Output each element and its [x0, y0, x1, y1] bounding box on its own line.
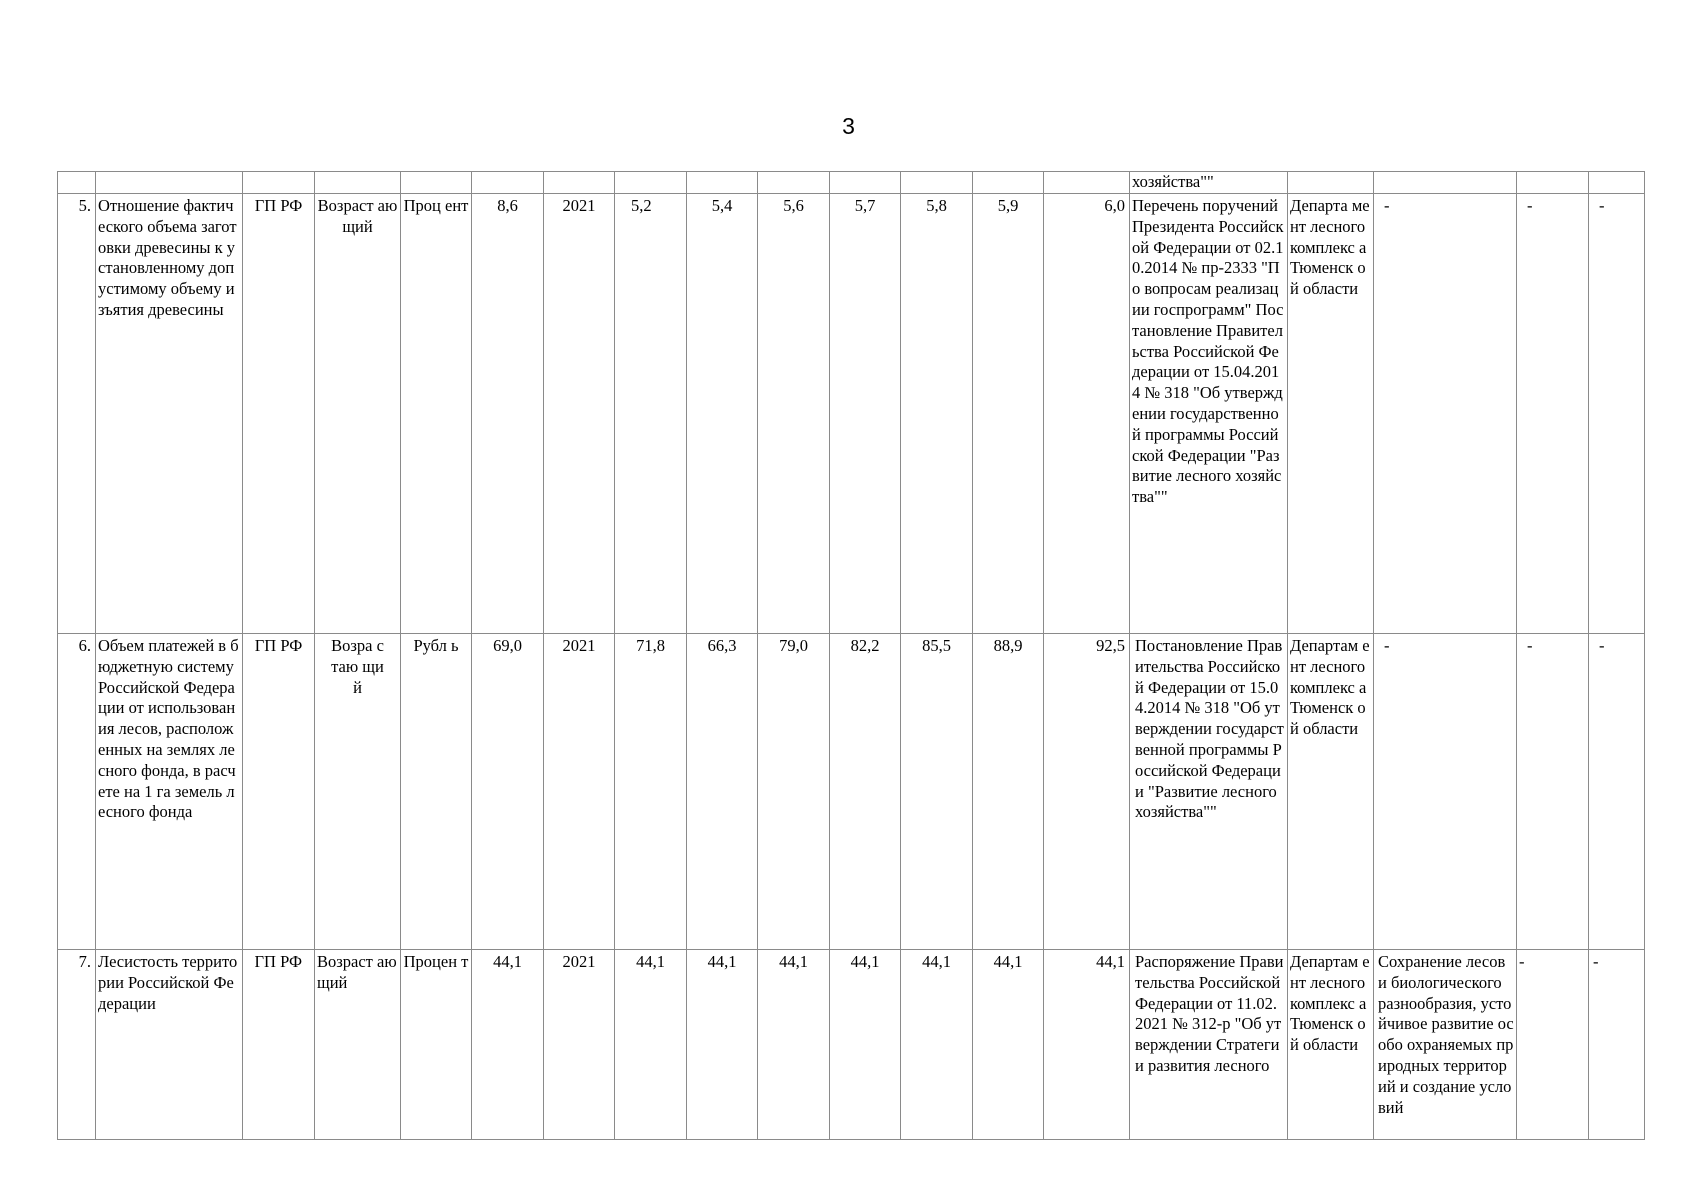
value-cell: 44,1: [687, 950, 758, 1140]
goal-cell: -: [1374, 634, 1517, 950]
value-cell: 92,5: [1044, 634, 1130, 950]
goal-cell: -: [1374, 194, 1517, 634]
base-year-cell: 2021: [544, 634, 615, 950]
base-year-cell: 2021: [544, 194, 615, 634]
goal-cell: Сохранение лесов и биологического разнообразия, устойчивое развитие особо охраняемых природных территорий и создание условий: [1374, 950, 1517, 1140]
unit-cell: Проц ент: [401, 194, 472, 634]
table-row: [58, 194, 1645, 634]
responsible-cell: Департа мент лесного комплекс а Тюменск ой области: [1288, 194, 1374, 634]
basis-cell: Перечень поручений Президента Российской Федерации от 02.10.2014 № пр-2333 "По вопросам реализации госпрограмм" Постановление Правительства Российской Федерации от 15.04.2014 № 318 "Об утверждении государственной программы Российской Федерации "Развитие лесного хозяйства"": [1130, 194, 1288, 634]
basis-cell: Распоряжение Правительства Российской Федерации от 11.02.2021 № 312-р "Об утверждении Стратегии развития лесного: [1130, 950, 1288, 1140]
base-year-cell: 2021: [544, 950, 615, 1140]
extra-cell: -: [1589, 634, 1645, 950]
trend-cell: Возра стаю щий: [315, 634, 401, 950]
extra-cell: -: [1517, 950, 1589, 1140]
trend-cell: Возраст ающий: [315, 950, 401, 1140]
row-number: 6.: [58, 634, 96, 950]
value-cell: 44,1: [758, 950, 830, 1140]
unit-cell: Рубл ь: [401, 634, 472, 950]
responsible-cell: Департам ент лесного комплекс а Тюменск ой области: [1288, 950, 1374, 1140]
value-cell: 44,1: [973, 950, 1044, 1140]
value-cell: 5,4: [687, 194, 758, 634]
value-cell: 5,6: [758, 194, 830, 634]
level-cell: ГП РФ: [243, 634, 315, 950]
value-cell: 5,7: [830, 194, 901, 634]
trend-cell: Возраст ающий: [315, 194, 401, 634]
value-cell: 82,2: [830, 634, 901, 950]
indicator-name: Лесистость территории Российской Федерации: [96, 950, 243, 1140]
value-cell: 79,0: [758, 634, 830, 950]
page-number: 3: [842, 113, 855, 139]
base-value-cell: 69,0: [472, 634, 544, 950]
indicator-name: Отношение фактического объема заготовки древесины к установленному допустимому объему изъятия древесины: [96, 194, 243, 634]
extra-cell: -: [1517, 634, 1589, 950]
table-row: [58, 634, 1645, 950]
basis-cell: Постановление Правительства Российской Федерации от 15.04.2014 № 318 "Об утверждении государственной программы Российской Федерации "Развитие лесного хозяйства"": [1130, 634, 1288, 950]
table-row: [58, 950, 1645, 1140]
value-cell: 85,5: [901, 634, 973, 950]
extra-cell: -: [1589, 950, 1645, 1140]
value-cell: 5,9: [973, 194, 1044, 634]
value-cell: 88,9: [973, 634, 1044, 950]
indicators-table: [57, 171, 1645, 1140]
value-cell: 5,2: [615, 194, 687, 634]
value-cell: 5,8: [901, 194, 973, 634]
extra-cell: -: [1517, 194, 1589, 634]
value-cell: 44,1: [615, 950, 687, 1140]
indicator-name: Объем платежей в бюджетную систему Российской Федерации от использования лесов, расположенных на землях лесного фонда, в расчете на 1 га земель лесного фонда: [96, 634, 243, 950]
basis-cell: хозяйства"": [1130, 172, 1288, 194]
value-cell: 66,3: [687, 634, 758, 950]
value-cell: 44,1: [1044, 950, 1130, 1140]
value-cell: 71,8: [615, 634, 687, 950]
row-number: 7.: [58, 950, 96, 1140]
responsible-cell: Департам ент лесного комплекс а Тюменск ой области: [1288, 634, 1374, 950]
level-cell: ГП РФ: [243, 194, 315, 634]
unit-cell: Процен т: [401, 950, 472, 1140]
row-number: 5.: [58, 194, 96, 634]
value-cell: 6,0: [1044, 194, 1130, 634]
level-cell: ГП РФ: [243, 950, 315, 1140]
extra-cell: -: [1589, 194, 1645, 634]
value-cell: 44,1: [830, 950, 901, 1140]
base-value-cell: 8,6: [472, 194, 544, 634]
value-cell: 44,1: [901, 950, 973, 1140]
base-value-cell: 44,1: [472, 950, 544, 1140]
table-row-continuation: [58, 172, 1645, 194]
